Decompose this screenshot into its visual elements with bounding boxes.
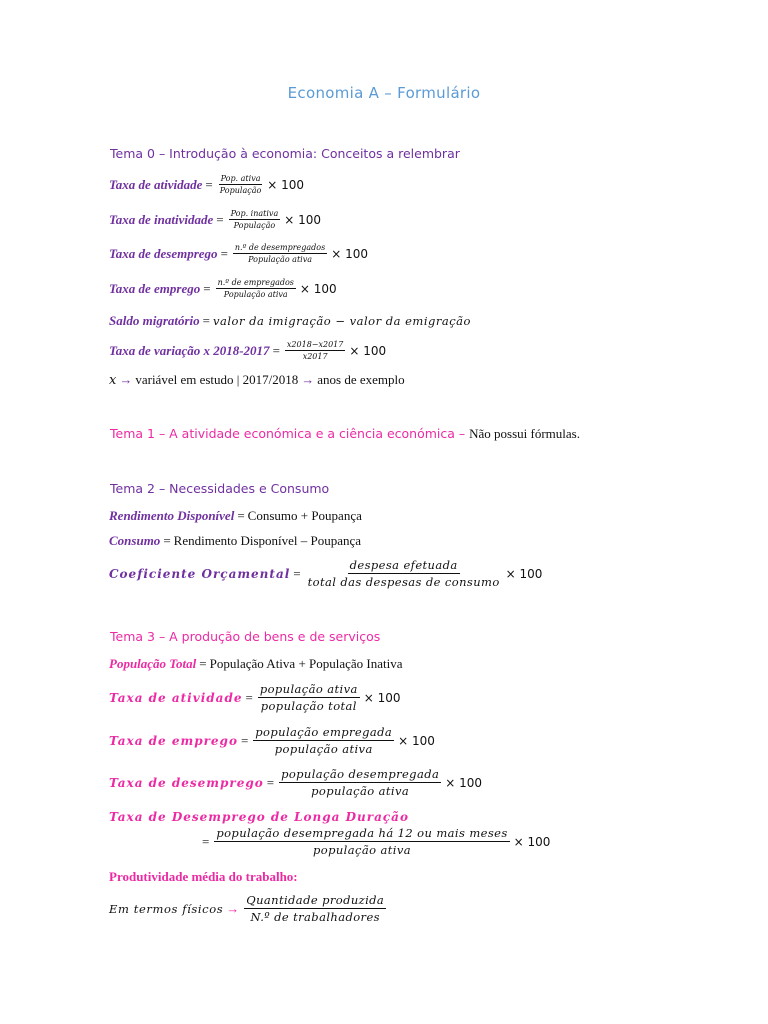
numerator: população desempregada há 12 ou mais meses (216, 826, 508, 840)
equals-sign: = (266, 774, 275, 790)
expression: População Ativa + População Inativa (209, 656, 403, 671)
formula-t3-taxa-atividade (109, 682, 401, 713)
formula-label: Coeficiente Orçamental (109, 566, 291, 581)
formula-label: População Total (109, 656, 197, 671)
equals-sign: = (203, 280, 211, 296)
equals-sign: = (272, 342, 280, 358)
numerator: x2018−x2017 (286, 340, 344, 349)
variable-legend (109, 372, 405, 388)
denominator: População ativa (248, 255, 313, 264)
equals-sign: = (240, 732, 249, 748)
expression: Consumo + Poupança (247, 508, 362, 523)
variable-x: x (109, 372, 117, 388)
denominator: N.º de trabalhadores (250, 910, 380, 924)
formula-label: Taxa de desemprego (109, 775, 264, 790)
multiplier: × 100 (445, 775, 483, 790)
fraction (279, 767, 441, 798)
legend-text: anos de exemplo (317, 372, 405, 387)
numerator: Pop. inativa (230, 209, 279, 218)
formula-label: Saldo migratório (109, 313, 200, 328)
fraction (258, 682, 360, 713)
fraction (233, 243, 327, 264)
equals-sign: = (220, 245, 228, 261)
formula-label: Produtividade média do trabalho: (109, 869, 298, 884)
fraction (214, 826, 509, 857)
formula-label: Taxa de Desemprego de Longa Duração (109, 810, 409, 824)
multiplier: × 100 (349, 343, 387, 358)
fraction (216, 278, 296, 299)
tema2-heading: Tema 2 – Necessidades e Consumo (110, 481, 330, 496)
equals-sign: = (293, 565, 301, 581)
arrow-right-icon: → (301, 372, 315, 387)
tema3-heading: Tema 3 – A produção de bens e de serviços (110, 629, 381, 644)
formula-label: Consumo (109, 533, 161, 548)
denominator: população total (260, 699, 357, 713)
tema0-heading: Tema 0 – Introdução à economia: Conceitos a relembrar (110, 146, 460, 161)
fraction (253, 725, 394, 756)
numerator: n.º de empregados (217, 278, 294, 287)
equals-sign: = (202, 313, 211, 328)
multiplier: × 100 (513, 834, 551, 849)
denominator: População ativa (223, 290, 288, 299)
formula-coeficiente-orcamental (109, 558, 542, 589)
formula-label: Taxa de variação x 2018-2017 (109, 342, 270, 358)
fraction (218, 174, 264, 195)
produtividade-heading (109, 869, 298, 885)
formula-t3-taxa-emprego (109, 725, 435, 756)
tema1-heading-text: Tema 1 – A atividade económica e a ciência económica – (110, 426, 470, 441)
numerator: Pop. ativa (220, 174, 261, 183)
fraction (306, 558, 502, 589)
multiplier: × 100 (331, 246, 368, 261)
formula-label: Taxa de emprego (109, 733, 238, 748)
formula-label: Rendimento Disponível (109, 508, 235, 523)
formula-label: Taxa de atividade (109, 176, 203, 192)
formula-produtividade (109, 893, 388, 924)
numerator: população ativa (259, 682, 358, 696)
multiplier: × 100 (299, 281, 337, 296)
equals-sign: = (237, 508, 245, 523)
denominator: população ativa (311, 784, 410, 798)
equals-sign: = (205, 176, 213, 192)
expression: valor da imigração − valor da emigração (213, 314, 471, 328)
formula-longa-duracao-label (109, 810, 409, 824)
fraction (229, 209, 281, 230)
formula-taxa-desemprego (109, 243, 368, 264)
denominator: população ativa (313, 843, 411, 857)
multiplier: × 100 (284, 212, 321, 227)
numerator: n.º de desempregados (234, 243, 326, 252)
formula-label: Taxa de emprego (109, 280, 201, 296)
numerator: Quantidade produzida (246, 893, 385, 907)
formula-populacao-total (109, 656, 403, 672)
equals-sign: = (163, 533, 171, 548)
numerator: população desempregada (281, 767, 440, 781)
formula-consumo (109, 533, 361, 549)
equals-sign: = (202, 833, 210, 849)
formula-label: Taxa de desemprego (109, 245, 218, 261)
multiplier: × 100 (505, 566, 543, 581)
legend-text: variável em estudo | 2017/2018 (135, 372, 299, 387)
formula-saldo-migratorio (109, 313, 471, 329)
multiplier: × 100 (267, 177, 305, 192)
formula-taxa-emprego (109, 278, 337, 299)
numerator: população empregada (255, 725, 393, 739)
denominator: população ativa (274, 742, 373, 756)
equals-sign: = (245, 689, 253, 705)
formula-taxa-variacao (109, 340, 386, 361)
multiplier: × 100 (398, 733, 435, 748)
subheading: Em termos físicos (109, 901, 224, 916)
formula-rendimento-disponivel (109, 508, 362, 524)
formula-label: Taxa de inatividade (109, 211, 214, 227)
tema1-heading (110, 426, 580, 442)
page-title: Economia A – Formulário (287, 84, 481, 102)
formula-taxa-inatividade (109, 209, 321, 230)
formula-label: Taxa de atividade (109, 690, 243, 705)
denominator: x2017 (302, 352, 328, 361)
formula-taxa-atividade (109, 174, 304, 195)
fraction (244, 893, 386, 924)
tema1-note: Não possui fórmulas. (469, 426, 580, 441)
equals-sign: = (199, 656, 207, 671)
denominator: total das despesas de consumo (307, 575, 500, 589)
denominator: População (219, 186, 262, 195)
numerator: despesa efetuada (349, 558, 458, 572)
fraction (285, 340, 345, 361)
multiplier: × 100 (363, 690, 401, 705)
formula-longa-duracao (199, 826, 550, 857)
equals-sign: = (216, 211, 224, 227)
arrow-right-icon: → (119, 372, 133, 387)
arrow-right-icon: → (226, 900, 240, 916)
denominator: População (233, 221, 276, 230)
formula-t3-taxa-desemprego (109, 767, 482, 798)
expression: Rendimento Disponível – Poupança (173, 533, 362, 548)
